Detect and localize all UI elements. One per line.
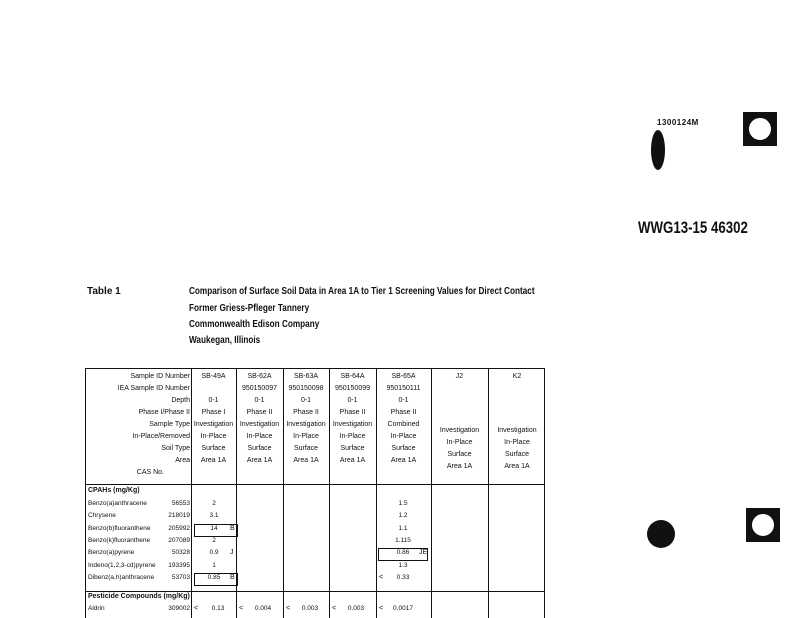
col-4-depth: 0-1 bbox=[347, 397, 358, 404]
value-sb-49a: 3.1 bbox=[209, 512, 219, 520]
table-heading-line-2: Former Griess-Pfleger Tannery bbox=[189, 303, 310, 314]
section-cpahs: CPAHs (mg/Kg) bbox=[88, 487, 140, 494]
value-sb-49a: 1 bbox=[212, 561, 216, 569]
col-5-id: SB-65A bbox=[391, 373, 416, 380]
col-1-soil: Surface bbox=[201, 445, 226, 452]
table-heading-line-3: Commonwealth Edison Company bbox=[189, 319, 320, 330]
exceedance-box bbox=[378, 548, 428, 561]
col-7-type: Investigation bbox=[497, 427, 537, 434]
col-1-depth: 0-1 bbox=[208, 397, 219, 404]
col-2-type: Investigation bbox=[239, 421, 280, 428]
margin-stamp: 1300124M bbox=[657, 118, 699, 127]
qualifier-sb-49a: B bbox=[230, 573, 235, 581]
row-label-phase: Phase I/Phase II bbox=[138, 409, 190, 416]
value-sb-49a: 2 bbox=[212, 500, 216, 507]
binder-mark-bottom bbox=[647, 520, 675, 548]
col-5-iea: 950150111 bbox=[386, 385, 421, 392]
col-3-type: Investigation bbox=[286, 421, 326, 428]
value-sb-49a: 0.9 bbox=[209, 549, 219, 557]
prefix-col-5: < bbox=[379, 605, 384, 612]
chemical-name: Dibenz(a,h)anthracene bbox=[88, 573, 155, 581]
col-7-place: In-Place bbox=[504, 439, 530, 446]
col-7-id: K2 bbox=[512, 373, 522, 380]
row-label-sample-type: Sample Type bbox=[149, 421, 190, 428]
col-3-id: SB-63A bbox=[293, 373, 319, 380]
col-6-id: J2 bbox=[455, 373, 464, 380]
table-heading-line-1: Comparison of Surface Soil Data in Area 1A to Tier 1 Screening Values for Direct Contact bbox=[189, 286, 535, 297]
col-5-type: Combined bbox=[387, 421, 420, 428]
col-1-area: Area 1A bbox=[200, 457, 227, 464]
col-3-area: Area 1A bbox=[293, 457, 319, 464]
value-sb-49a: 0.85 bbox=[207, 573, 221, 581]
cas-number: 218019 bbox=[168, 512, 190, 520]
col-5-soil: Surface bbox=[391, 445, 416, 452]
col-1-id: SB-49A bbox=[201, 373, 226, 380]
value-sb-65a: 1.1 bbox=[398, 524, 408, 532]
table-number: Table 1 bbox=[87, 286, 121, 297]
col-3-soil: Surface bbox=[293, 445, 319, 452]
col-2-phase: Phase II bbox=[246, 409, 273, 416]
row-label-iea-id: IEA Sample ID Number bbox=[117, 385, 190, 392]
value-sb-65a: 1.5 bbox=[398, 500, 408, 507]
value-sb-49a: 2 bbox=[212, 536, 216, 544]
value-col-5: 0.0017 bbox=[393, 605, 413, 612]
chemical-name: Chrysene bbox=[88, 512, 116, 520]
row-label-sample-id: Sample ID Number bbox=[130, 373, 190, 380]
col-3-iea: 950150098 bbox=[288, 385, 324, 392]
col-2-depth: 0-1 bbox=[254, 397, 265, 404]
row-label-cas: CAS No. bbox=[136, 469, 164, 476]
col-7-area: Area 1A bbox=[504, 463, 530, 470]
section-pesticides: Pesticide Compounds (mg/Kg) bbox=[88, 593, 190, 600]
col-4-id: SB-64A bbox=[340, 373, 365, 380]
col-5-phase: Phase II bbox=[390, 409, 417, 416]
qualifier-sb-65a: JE bbox=[419, 549, 428, 557]
col-2-id: SB-62A bbox=[247, 373, 272, 380]
col-4-type: Investigation bbox=[332, 421, 373, 428]
prefix-col-2: < bbox=[239, 605, 244, 612]
col-4-phase: Phase II bbox=[339, 409, 366, 416]
row-label-soil-type: Soil Type bbox=[161, 445, 190, 452]
col-6-area: Area 1A bbox=[446, 463, 473, 470]
col-5-area: Area 1A bbox=[390, 457, 417, 464]
col-6-place: In-Place bbox=[446, 439, 473, 446]
value-sb-49a: 14 bbox=[210, 524, 218, 532]
col-6-type: Investigation bbox=[439, 427, 480, 434]
col-4-place: In-Place bbox=[339, 433, 366, 440]
binder-mark-top bbox=[651, 130, 665, 170]
value-sb-65a: 1.3 bbox=[398, 561, 408, 569]
exceedance-box bbox=[194, 573, 238, 586]
row-label-in-place: In-Place/Removed bbox=[132, 433, 190, 440]
table-heading-line-4: Waukegan, Illinois bbox=[189, 335, 261, 346]
value-col-4: 0.003 bbox=[347, 605, 365, 612]
cas-number: 53703 bbox=[171, 573, 190, 581]
chemical-name: Indeno(1,2,3-cd)pyrene bbox=[88, 561, 156, 569]
col-3-depth: 0-1 bbox=[300, 397, 312, 404]
col-6-soil: Surface bbox=[447, 451, 472, 458]
cas-number: 56553 bbox=[171, 500, 190, 507]
value-sb-65a: 0.33 bbox=[396, 573, 410, 581]
cas-number: 205992 bbox=[168, 524, 190, 532]
prefix-col-4: < bbox=[332, 605, 337, 612]
value-col-1: 0.13 bbox=[211, 605, 225, 612]
col-5-depth: 0-1 bbox=[398, 397, 409, 404]
chemical-name: Benzo(k)fluoranthene bbox=[88, 536, 151, 544]
cas-number: 50328 bbox=[171, 549, 190, 557]
col-2-place: In-Place bbox=[246, 433, 273, 440]
col-3-phase: Phase II bbox=[293, 409, 319, 416]
row-label-area: Area bbox=[175, 457, 190, 464]
prefix-sb-65a: < bbox=[379, 573, 384, 581]
col-2-soil: Surface bbox=[247, 445, 272, 452]
row-label-depth: Depth bbox=[171, 397, 190, 404]
soil-data-table bbox=[85, 368, 545, 618]
cas-number: 207089 bbox=[168, 536, 190, 544]
punch-hole-top bbox=[746, 115, 774, 143]
col-3-place: In-Place bbox=[293, 433, 319, 440]
col-4-soil: Surface bbox=[340, 445, 365, 452]
col-2-iea: 950150097 bbox=[241, 385, 278, 392]
chemical-name: Benzo(b)fluoranthene bbox=[88, 524, 151, 532]
col-7-soil: Surface bbox=[504, 451, 530, 458]
col-2-area: Area 1A bbox=[246, 457, 273, 464]
prefix-col-3: < bbox=[286, 605, 291, 612]
chemical-name: Benzo(a)pyrene bbox=[88, 549, 135, 557]
prefix-col-1: < bbox=[194, 605, 199, 612]
col-5-place: In-Place bbox=[390, 433, 417, 440]
col-1-type: Investigation bbox=[193, 421, 234, 428]
chemical-name: Aldrin bbox=[88, 605, 105, 612]
punch-hole-bottom bbox=[749, 511, 777, 539]
col-4-area: Area 1A bbox=[339, 457, 366, 464]
qualifier-sb-49a: B bbox=[230, 524, 235, 532]
col-4-iea: 950150099 bbox=[334, 385, 371, 392]
exceedance-box bbox=[194, 524, 238, 537]
col-1-phase: Phase I bbox=[201, 409, 226, 416]
value-sb-65a: 1.115 bbox=[395, 536, 411, 544]
value-sb-65a: 0.86 bbox=[396, 549, 410, 557]
value-sb-65a: 1.2 bbox=[398, 512, 408, 520]
value-col-3: 0.003 bbox=[301, 605, 319, 612]
cas-number: 309002 bbox=[168, 605, 190, 612]
chemical-name: Benzo(a)anthracene bbox=[88, 500, 147, 507]
value-col-2: 0.004 bbox=[254, 605, 272, 612]
qualifier-sb-49a: J bbox=[230, 549, 234, 557]
document-id: WWG13-15 46302 bbox=[638, 218, 748, 237]
cas-number: 193395 bbox=[168, 561, 190, 569]
col-1-place: In-Place bbox=[200, 433, 227, 440]
